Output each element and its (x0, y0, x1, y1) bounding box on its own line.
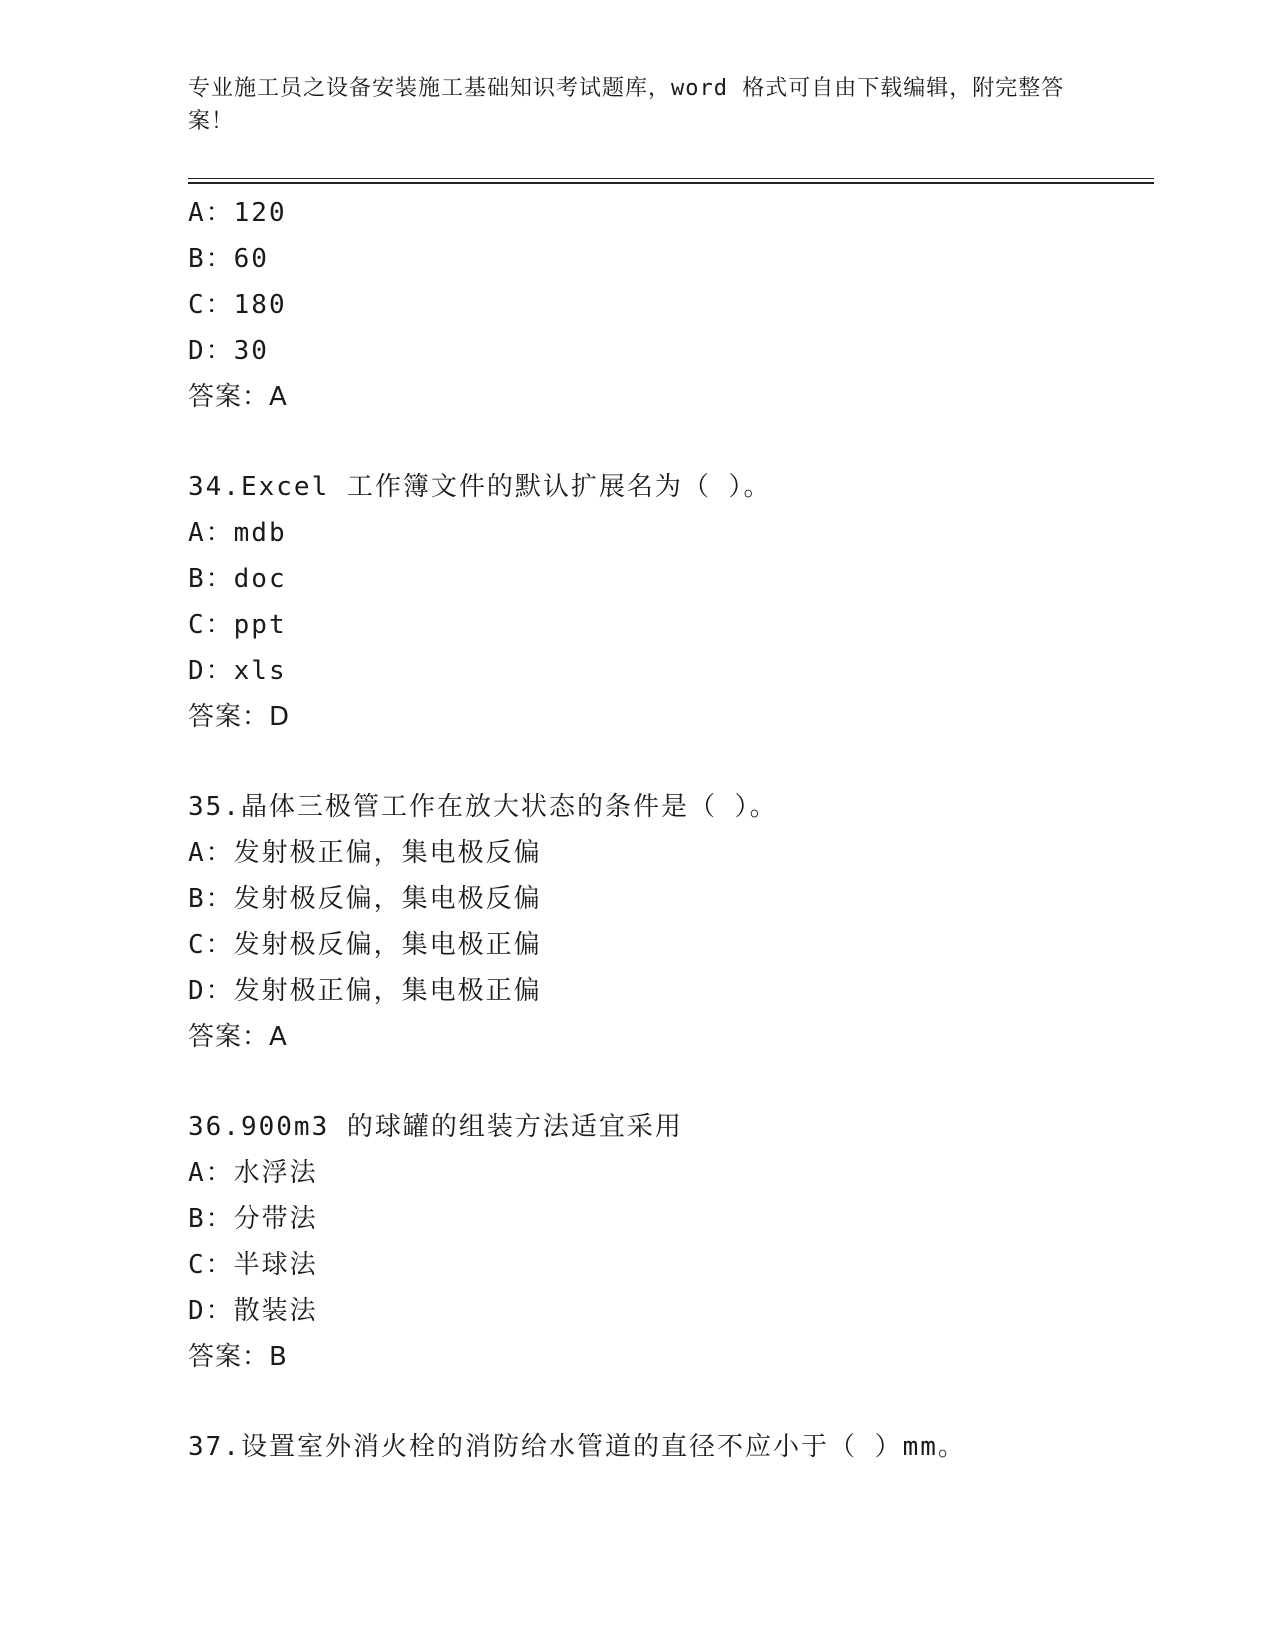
document-body (188, 190, 1188, 1470)
question-34 (188, 464, 1188, 740)
option-b: B：发射极反偏，集电极反偏 (188, 884, 542, 914)
header-rule-thick (188, 182, 1154, 184)
header-rule-thin (188, 178, 1154, 179)
option-c: C：180 (188, 290, 287, 320)
answer: 答案：A (188, 1022, 288, 1052)
option-c: C：发射极反偏，集电极正偏 (188, 930, 542, 960)
option-c: C：ppt (188, 610, 287, 640)
question-stem: 35.晶体三极管工作在放大状态的条件是（ ）。 (188, 792, 778, 822)
option-d: D：发射极正偏，集电极正偏 (188, 976, 542, 1006)
question-stem: 37.设置室外消火栓的消防给水管道的直径不应小于（ ）mm。 (188, 1432, 966, 1462)
option-d: D：散装法 (188, 1296, 318, 1326)
option-d: D：xls (188, 656, 287, 686)
question-35 (188, 784, 1188, 1060)
answer: 答案：B (188, 1342, 288, 1372)
question-stem: 34.Excel 工作簿文件的默认扩展名为（ ）。 (188, 472, 772, 502)
option-a: A：发射极正偏，集电极反偏 (188, 838, 542, 868)
option-b: B：60 (188, 244, 269, 274)
question-33-continued (188, 190, 1188, 420)
question-37 (188, 1424, 1188, 1470)
answer: 答案：D (188, 702, 291, 732)
document-header: 专业施工员之设备安装施工基础知识考试题库，word 格式可自由下载编辑，附完整答案！ (188, 76, 1065, 134)
option-c: C：半球法 (188, 1250, 318, 1280)
question-stem: 36.900m3 的球罐的组装方法适宜采用 (188, 1112, 683, 1142)
option-a: A：水浮法 (188, 1158, 318, 1188)
option-b: B：doc (188, 564, 287, 594)
option-a: A：mdb (188, 518, 287, 548)
answer: 答案：A (188, 382, 288, 412)
option-d: D：30 (188, 336, 269, 366)
option-a: A：120 (188, 198, 287, 228)
option-b: B：分带法 (188, 1204, 318, 1234)
question-36 (188, 1104, 1188, 1380)
